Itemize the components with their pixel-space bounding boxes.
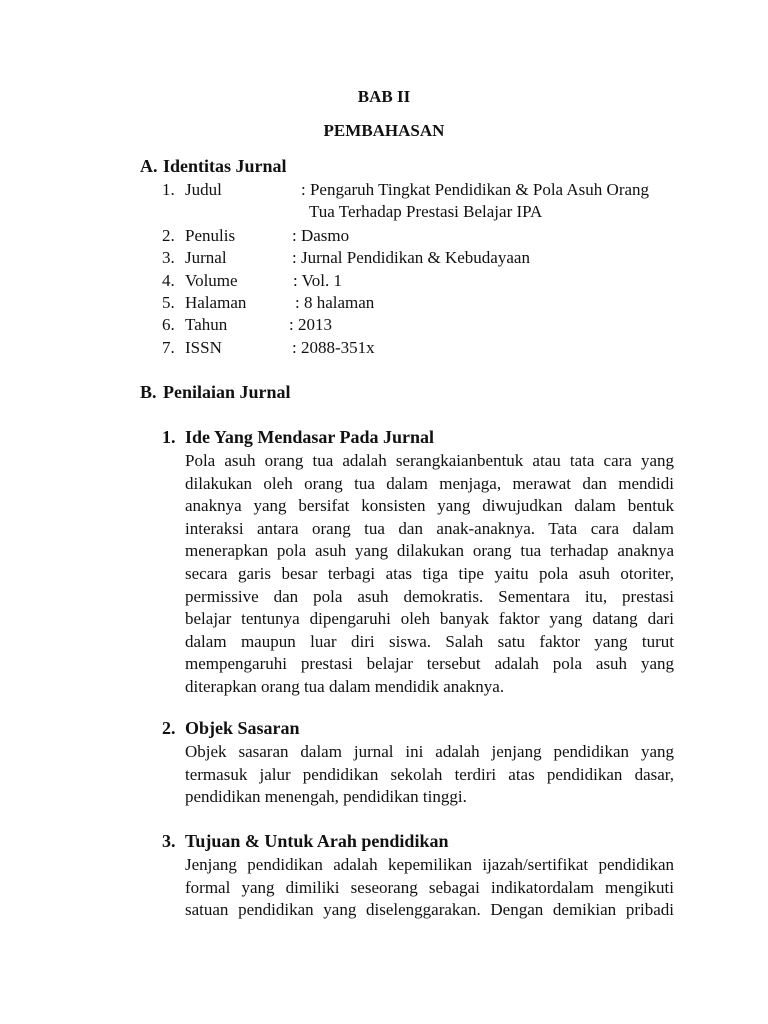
paragraph-line: termasuk jalur pendidikan sekolah terdiri atas pendidikan dasar, [185, 764, 674, 784]
identitas-heading: Identitas Jurnal [163, 156, 287, 176]
paragraph-line: permissive dan pola asuh demokratis. Sementara itu, prestasi [185, 586, 674, 606]
subsection-number: 3. [162, 831, 176, 851]
paragraph-line: anaknya yang bersifat konsisten yang diwujudkan dalam bentuk [185, 496, 674, 516]
item-value-continued: Tua Terhadap Prestasi Belajar IPA [309, 202, 543, 221]
item-label: Tahun [185, 315, 228, 334]
paragraph-line: pendidikan menengah, pendidikan tinggi. [185, 787, 467, 807]
paragraph-line: diterapkan orang tua dalam mendidik anaknya. [185, 676, 505, 696]
subsection-title: Tujuan & Untuk Arah pendidikan [185, 831, 449, 851]
item-number: 4. [162, 271, 175, 290]
paragraph-line: interaksi antara orang tua dan anak-anaknya. Tata cara dalam [185, 518, 674, 538]
item-label: Penulis [185, 226, 236, 245]
item-label: ISSN [185, 338, 222, 357]
item-label: Halaman [185, 293, 247, 312]
section-title: PEMBAHASAN [323, 121, 445, 140]
subsection-paragraph [185, 741, 674, 809]
item-label: Volume [185, 271, 238, 290]
paragraph-line: Objek sasaran dalam jurnal ini adalah jenjang pendidikan yang [185, 742, 674, 761]
item-number: 7. [162, 338, 175, 357]
item-number: 3. [162, 248, 175, 267]
chapter-title: BAB II [357, 87, 411, 106]
item-value: : Dasmo [292, 226, 350, 245]
subsection-number: 1. [162, 427, 176, 447]
item-value: : 2088-351x [292, 338, 375, 357]
item-number: 5. [162, 293, 175, 312]
item-value: : 8 halaman [295, 293, 375, 312]
penilaian-marker: B. [140, 382, 157, 402]
paragraph-line: Jenjang pendidikan adalah kepemilikan ijazah/sertifikat pendidikan [185, 855, 674, 874]
paragraph-line: formal yang dimiliki seseorang sebagai indikatordalam mengikuti [185, 877, 674, 897]
paragraph-line: belajar tentunya dipengaruhi oleh banyak faktor yang datang dari [185, 609, 674, 629]
subsection-paragraph [185, 450, 674, 699]
item-label: Jurnal [185, 248, 227, 267]
item-number: 2. [162, 226, 175, 245]
item-value: : Pengaruh Tingkat Pendidikan & Pola Asuh Orang [301, 180, 650, 199]
subsection-number: 2. [162, 718, 176, 738]
item-number: 6. [162, 315, 175, 334]
item-value: : Vol. 1 [293, 271, 342, 290]
identitas-marker: A. [140, 156, 158, 176]
item-number: 1. [162, 180, 175, 199]
paragraph-line: secara garis besar terbagi atas tiga tipe yaitu pola asuh otoriter, [185, 563, 674, 583]
paragraph-line: mempengaruhi prestasi belajar tersebut adalah pola asuh yang [185, 654, 674, 674]
paragraph-line: dalam maupun luar diri siswa. Salah satu faktor yang turut [185, 631, 674, 651]
subsection-paragraph [185, 854, 674, 922]
paragraph-line: menerapkan pola asuh yang dilakukan orang tua terhadap anaknya [185, 541, 674, 561]
paragraph-line: dilakukan oleh orang tua dalam menjaga, merawat dan mendidi [185, 473, 674, 493]
item-value: : Jurnal Pendidikan & Kebudayaan [292, 248, 530, 267]
item-value: : 2013 [289, 315, 332, 334]
subsection-title: Objek Sasaran [185, 718, 300, 738]
penilaian-heading: Penilaian Jurnal [163, 382, 291, 402]
paragraph-line: Pola asuh orang tua adalah serangkaianbentuk atau tata cara yang [185, 451, 674, 470]
item-label: Judul [185, 180, 222, 199]
subsection-title: Ide Yang Mendasar Pada Jurnal [185, 427, 435, 447]
paragraph-line: satuan pendidikan yang diselenggarakan. Dengan demikian pribadi [185, 900, 674, 920]
